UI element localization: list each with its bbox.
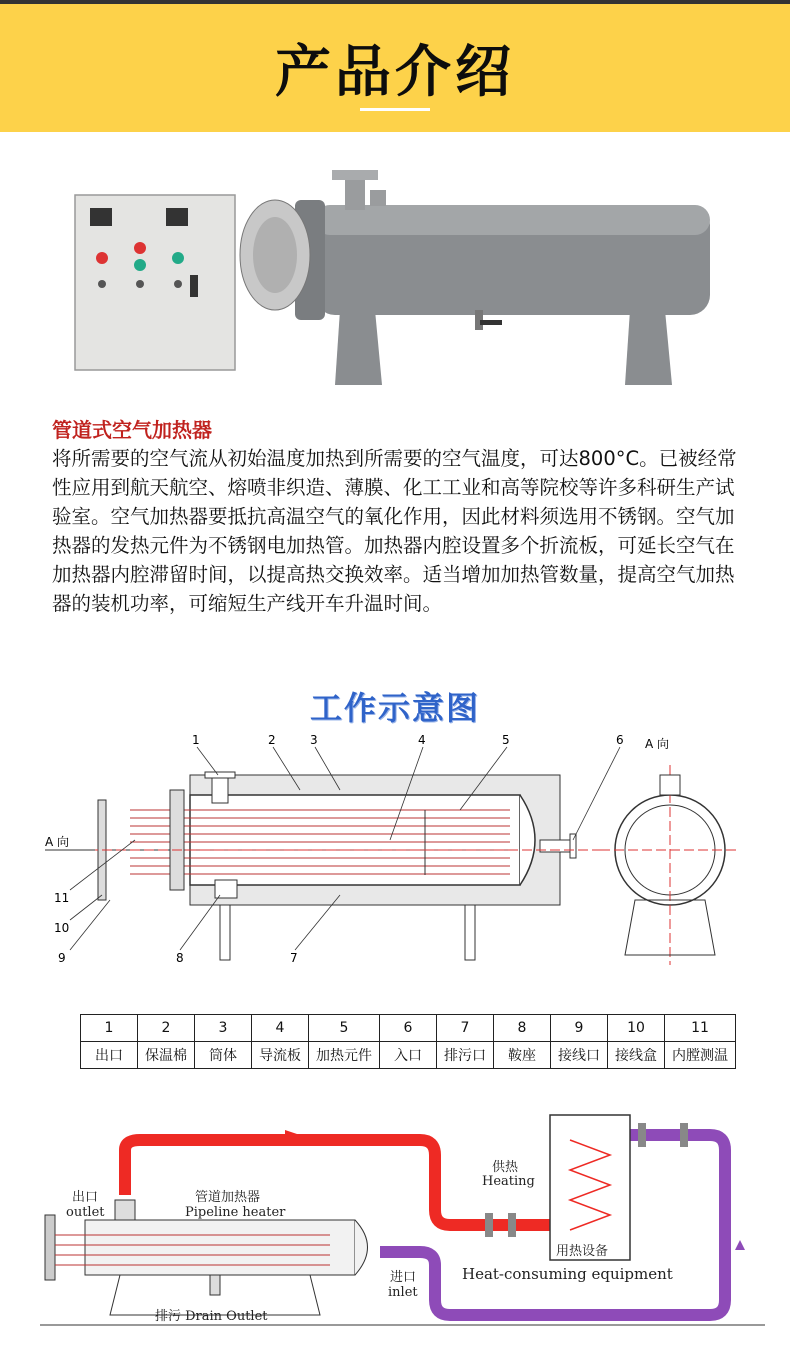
svg-text:10: 10 — [54, 921, 70, 935]
flow-diagram — [30, 1100, 770, 1340]
table-cell: 1 — [81, 1015, 138, 1042]
table-cell: 11 — [665, 1015, 736, 1042]
svg-text:6: 6 — [616, 733, 624, 747]
parts-table — [80, 1014, 736, 1069]
inlet-label-cn: 进口 — [390, 1270, 417, 1285]
indicator-light — [134, 259, 146, 271]
table-cell: 7 — [437, 1015, 494, 1042]
table-row — [81, 1015, 736, 1042]
svg-text:8: 8 — [176, 951, 184, 965]
heater-label-cn: 管道加热器 — [195, 1190, 261, 1205]
table-cell: 3 — [195, 1015, 252, 1042]
svg-text:3: 3 — [310, 733, 318, 747]
heater-label-en: Pipeline heater — [185, 1205, 286, 1220]
svg-text:7: 7 — [290, 951, 298, 965]
table-cell: 内膛测温 — [665, 1042, 736, 1069]
table-cell: 接线口 — [551, 1042, 608, 1069]
svg-text:9: 9 — [58, 951, 66, 965]
temp-display — [90, 208, 112, 226]
svg-text:2: 2 — [268, 733, 276, 747]
table-cell: 鞍座 — [494, 1042, 551, 1069]
direction-label: A 向 — [45, 835, 70, 849]
product-subtitle: 管道式空气加热器 — [52, 418, 212, 442]
heat-equipment — [550, 1115, 630, 1260]
vessel-body — [190, 795, 520, 885]
table-cell: 保温棉 — [138, 1042, 195, 1069]
table-cell: 8 — [494, 1015, 551, 1042]
svg-text:11: 11 — [54, 891, 70, 905]
pipeline-heater — [85, 1220, 355, 1275]
table-cell: 出口 — [81, 1042, 138, 1069]
table-cell: 9 — [551, 1015, 608, 1042]
heating-label-en: Heating — [482, 1174, 535, 1189]
table-cell: 接线盒 — [608, 1042, 665, 1069]
table-cell: 加热元件 — [309, 1042, 380, 1069]
table-cell: 10 — [608, 1015, 665, 1042]
svg-text:1: 1 — [192, 733, 200, 747]
inlet-label-en: inlet — [388, 1285, 418, 1300]
equipment-label-cn: 用热设备 — [556, 1244, 609, 1259]
outlet-label-en: outlet — [66, 1205, 105, 1220]
header-title: 产品介绍 — [275, 40, 515, 105]
product-description: 将所需要的空气流从初始温度加热到所需要的空气温度，可达800°C。已被经常性应用到航天航空、熔喷非织造、薄膜、化工工业和高等院校等许多科研生产试验室。空气加热器要抵抗高温空气的氧化作用，因此材料须选用不锈钢。空气加热器的发热元件为不锈钢电加热管。加热器内腔设置多个折流板，可延长空气在加热器内腔滞留时间，以提高热交换效率。适当增加加热管数量，提高空气加热器的装机功率，可缩短生产线开车升温时间。 — [52, 447, 737, 615]
schematic-diagram — [40, 730, 760, 1010]
table-row — [81, 1042, 736, 1069]
product-photo — [70, 160, 730, 400]
section-header — [0, 0, 790, 132]
end-view-label: A 向 — [645, 737, 670, 751]
table-cell: 6 — [380, 1015, 437, 1042]
table-cell: 4 — [252, 1015, 309, 1042]
table-cell: 入口 — [380, 1042, 437, 1069]
header-underline — [360, 108, 430, 111]
outlet-label-cn: 出口 — [72, 1190, 99, 1205]
table-cell: 排污口 — [437, 1042, 494, 1069]
equipment-label-en: Heat-consuming equipment — [462, 1265, 673, 1283]
heating-label-cn: 供热 — [492, 1160, 519, 1175]
indicator-light — [134, 242, 146, 254]
svg-text:4: 4 — [418, 733, 426, 747]
diagram-title: 工作示意图 — [309, 689, 480, 727]
table-cell: 5 — [309, 1015, 380, 1042]
svg-text:5: 5 — [502, 733, 510, 747]
table-cell: 2 — [138, 1015, 195, 1042]
indicator-light — [172, 252, 184, 264]
table-cell: 筒体 — [195, 1042, 252, 1069]
temp-display — [166, 208, 188, 226]
indicator-light — [96, 252, 108, 264]
drain-label: 排污 Drain Outlet — [155, 1309, 268, 1324]
table-cell: 导流板 — [252, 1042, 309, 1069]
